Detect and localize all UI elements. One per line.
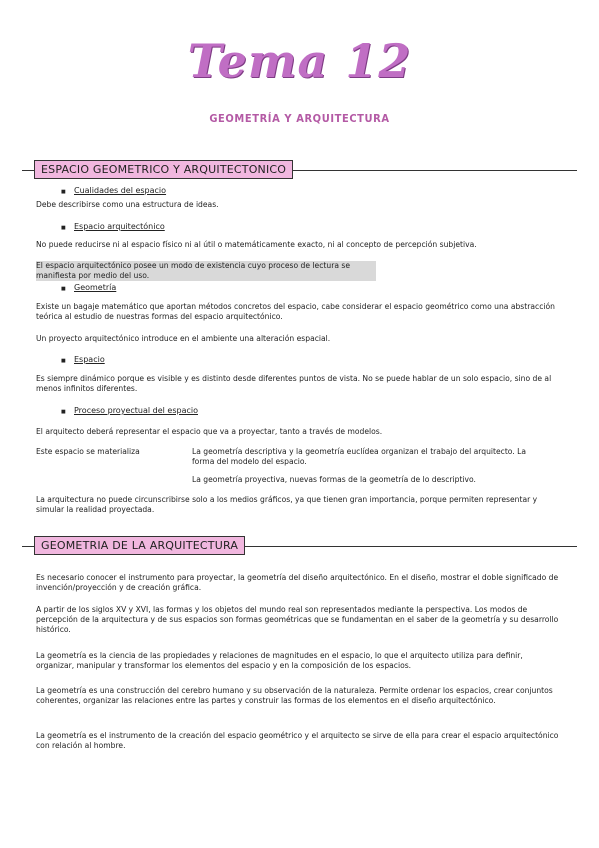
bullet-item: ■ Espacio arquitectónico bbox=[74, 222, 165, 231]
paragraph: La geometría es el instrumento de la creación del espacio geométrico y el arquitecto se sirve de ella para crear el espacio arquitectónico con relación al hombre. bbox=[36, 731, 559, 750]
paragraph: Existe un bagaje matemático que aportan métodos concretos del espacio, cabe considerar el espacio geométrico como una abstracción teórica al estudio de nuestras formas del espacio arquitectónico. bbox=[36, 302, 555, 321]
highlighted-paragraph: El espacio arquitectónico posee un modo de existencia cuyo proceso de lectura se manifiesta por medio del uso. bbox=[36, 261, 376, 281]
section-heading-1: ESPACIO GEOMETRICO Y ARQUITECTONICO bbox=[34, 160, 293, 179]
bullet-item: ■ Geometría bbox=[74, 283, 116, 292]
paragraph: No puede reducirse ni al espacio físico ni al útil o matemáticamente exacto, ni al concepto de percepción subjetiva. bbox=[36, 240, 477, 249]
paragraph: La geometría es una construcción del cerebro humano y su observación de la naturaleza. Permite ordenar los espacios, crear conjuntos coherentes, organizar las relaciones entre las partes y construir las formas de los elementos en el diseño arquitectónico. bbox=[36, 686, 553, 705]
paragraph: Un proyecto arquitectónico introduce en el ambiente una alteración espacial. bbox=[36, 334, 331, 343]
page-subtitle: GEOMETRÍA Y ARQUITECTURA bbox=[209, 112, 390, 125]
paragraph: Es necesario conocer el instrumento para proyectar, la geometría del diseño arquitectónico. En el diseño, mostrar el doble significado de invención/proyección y de creación gráfica. bbox=[36, 573, 559, 592]
page-title: Tema 12 bbox=[187, 34, 412, 88]
bullet-item: ■ Proceso proyectual del espacio bbox=[74, 406, 198, 415]
bullet-item: ■ Espacio bbox=[74, 355, 105, 364]
paragraph: La geometría es la ciencia de las propiedades y relaciones de magnitudes en el espacio, lo que el arquitecto utiliza para definir, organizar, manipular y transformar los elementos del espacio y en la composición de los espacios. bbox=[36, 651, 523, 670]
right-note: La geometría proyectiva, nuevas formas de la geometría de lo descriptivo. bbox=[192, 475, 476, 484]
bullet-item: ■ Cualidades del espacio bbox=[74, 186, 166, 195]
right-note: La geometría descriptiva y la geometría euclídea organizan el trabajo del arquitecto. La forma del modelo del espacio. bbox=[192, 447, 527, 466]
section-heading-2: GEOMETRIA DE LA ARQUITECTURA bbox=[34, 536, 245, 555]
paragraph: La arquitectura no puede circunscribirse solo a los medios gráficos, ya que tienen gran importancia, porque permiten representar y simular la realidad proyectada. bbox=[36, 495, 538, 514]
paragraph: Es siempre dinámico porque es visible y es distinto desde diferentes puntos de vista. No se puede hablar de un solo espacio, sino de al menos infinitos diferentes. bbox=[36, 374, 552, 393]
paragraph: A partir de los siglos XV y XVI, las formas y los objetos del mundo real son representados mediante la perspectiva. Los modos de percepción de la arquitectura y de sus espacios son formas geométricas que se fundamentan en el saber de la geometría y su desarrollo histórico. bbox=[36, 605, 559, 634]
paragraph: El arquitecto deberá representar el espacio que va a proyectar, tanto a través de modelos. bbox=[36, 427, 383, 436]
left-label: Este espacio se materializa bbox=[36, 447, 140, 456]
paragraph: Debe describirse como una estructura de ideas. bbox=[36, 200, 219, 209]
